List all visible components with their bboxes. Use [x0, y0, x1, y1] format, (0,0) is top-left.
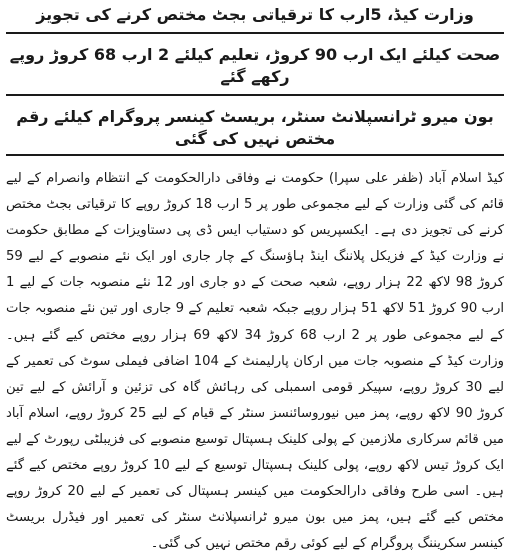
- headline-block: [6, 4, 504, 156]
- sub-headline-unfunded: بون میرو ٹرانسپلانٹ سنٹر، بریسٹ کینسر پروگرام کیلئے رقم مختص نہیں کی گئی: [16, 107, 494, 148]
- main-headline: وزارت کیڈ، 5ارب کا ترقیاتی بجٹ مختص کرنے کی تجویز: [6, 4, 504, 34]
- sub-headline-budget: صحت کیلئے ایک ارب 90 کروڑ، تعلیم کیلئے 2 ارب 68 کروڑ روپے رکھے گئے: [6, 44, 504, 96]
- article-body: کیڈ اسلام آباد (ظفر علی سپرا) حکومت نے وفاقی دارالحکومت کے انتظام وانصرام کے لیے قائم کی گئی وزارت کے لیے مجموعی طور پر 5 ارب 18 کروڑ روپے کا ترقیاتی بجٹ مختص کرنے کی تجویز دی ہے۔ ایکسپریس کو دستیاب ایس ڈی پی دستاویزات کے مطابق حکومت نے وزارت کیڈ کے فزیکل پلاننگ اینڈ ہاؤسنگ کے چار جاری اور ایک نئے منصوبے کے لیے 59 کروڑ 98 لاکھ 22 ہزار روپے، شعبہ صحت کے دو جاری اور 12 نئے منصوبہ جات کے لیے 1 ارب 90 کروڑ 51 لاکھ 51 ہزار روپے جبکہ شعبہ تعلیم کے 9 جاری اور تین نئے منصوبہ جات کے لیے مجموعی طور پر 2 ارب 68 کروڑ 34 لاکھ 69 ہزار روپے مختص کیے گئے ہیں۔ وزارت کیڈ کے منصوبہ جات میں ارکان پارلیمنٹ کے 104 اضافی فیملی سوٹ کی تعمیر کے لیے 30 کروڑ روپے، سپیکر قومی اسمبلی کی رہائش گاہ کی تزئین و آرائش کے لیے تین کروڑ 90 لاکھ روپے، پمز میں نیوروسائنسز سنٹر کے قیام کے لیے 25 کروڑ روپے، اسلام آباد میں قائم سرکاری ملازمین کے پولی کلینک ہسپتال توسیع منصوبے کی فزیبلٹی رپورٹ کے لیے ایک کروڑ تیس لاکھ روپے، پولی کلینک ہسپتال توسیع کے لیے 10 کروڑ روپے مختص کیے گئے ہیں۔ اسی طرح وفاقی دارالحکومت میں کینسر ہسپتال کی تعمیر کے لیے 20 کروڑ روپے مختص کیے گئے ہیں، پمز میں بون میرو ٹرانسپلانٹ سنٹر کی تعمیر اور فیڈرل بریسٹ کینسر سکریننگ پروگرام کے لیے کوئی رقم مختص نہیں کی گئی۔: [6, 171, 505, 552]
